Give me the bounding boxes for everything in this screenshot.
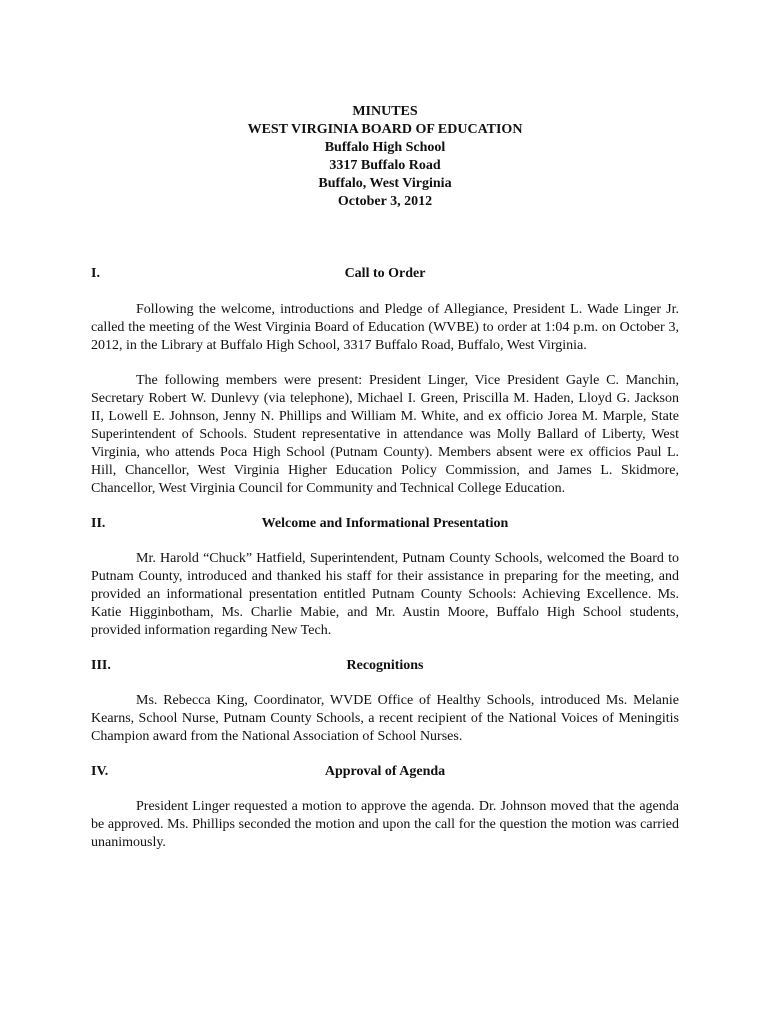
header-location: Buffalo High School — [324, 140, 446, 155]
section-title: Call to Order — [344, 266, 426, 281]
section-welcome-presentation — [91, 515, 679, 640]
header-title: MINUTES — [352, 104, 418, 119]
section-heading — [91, 763, 679, 781]
document-page — [91, 103, 679, 852]
section-recognitions — [91, 657, 679, 746]
paragraph: President Linger requested a motion to approve the agenda. Dr. Johnson moved that the agenda be approved. Ms. Phillips seconded the motion and upon the call for the question the motion was carried unanimously. — [91, 799, 679, 850]
header-date: October 3, 2012 — [337, 194, 433, 209]
section-number: III. — [91, 658, 111, 673]
section-title: Welcome and Informational Presentation — [261, 516, 509, 531]
section-call-to-order — [91, 265, 679, 498]
section-number: II. — [91, 516, 106, 531]
section-number: IV. — [91, 764, 109, 779]
header-city: Buffalo, West Virginia — [318, 176, 452, 191]
section-approval-of-agenda — [91, 763, 679, 852]
section-title: Approval of Agenda — [324, 764, 446, 779]
paragraph: Ms. Rebecca King, Coordinator, WVDE Office of Healthy Schools, introduced Ms. Melanie Kearns, School Nurse, Putnam County Schools, a recent recipient of the National Voices of Meningitis Champion award from the National Association of School Nurses. — [91, 693, 679, 744]
section-heading — [91, 515, 679, 533]
section-number: I. — [91, 266, 100, 281]
paragraph: Mr. Harold “Chuck” Hatfield, Superintendent, Putnam County Schools, welcomed the Board to Putnam County, introduced and thanked his staff for their assistance in preparing for the meeting, and provided an informational presentation entitled Putnam County Schools: Achieving Excellence. Ms. Katie Higginbotham, Ms. Charlie Mabie, and Mr. Austin Moore, Buffalo High School students, provided information regarding New Tech. — [91, 551, 679, 638]
header-organization: WEST VIRGINIA BOARD OF EDUCATION — [247, 122, 523, 137]
paragraph: Following the welcome, introductions and Pledge of Allegiance, President L. Wade Linger Jr. called the meeting of the West Virginia Board of Education (WVBE) to order at 1:04 p.m. on October 3, 2012, in the Library at Buffalo High School, 3317 Buffalo Road, Buffalo, West Virginia. — [91, 302, 679, 353]
paragraph: The following members were present: President Linger, Vice President Gayle C. Manchin, Secretary Robert W. Dunlevy (via telephone), Michael I. Green, Priscilla M. Haden, Lloyd G. Jackson II, Lowell E. Johnson, Jenny N. Phillips and William M. White, and ex officio Jorea M. Marple, State Superintendent of Schools. Student representative in attendance was Molly Ballard of Liberty, West Virginia, who attends Poca High School (Putnam County). Members absent were ex officios Paul L. Hill, Chancellor, West Virginia Higher Education Policy Commission, and James L. Skidmore, Chancellor, West Virginia Council for Community and Technical College Education. — [91, 373, 679, 496]
section-heading — [91, 657, 679, 675]
header-address: 3317 Buffalo Road — [329, 158, 441, 173]
section-heading — [91, 265, 679, 283]
document-header — [91, 103, 679, 211]
section-title: Recognitions — [346, 658, 424, 673]
